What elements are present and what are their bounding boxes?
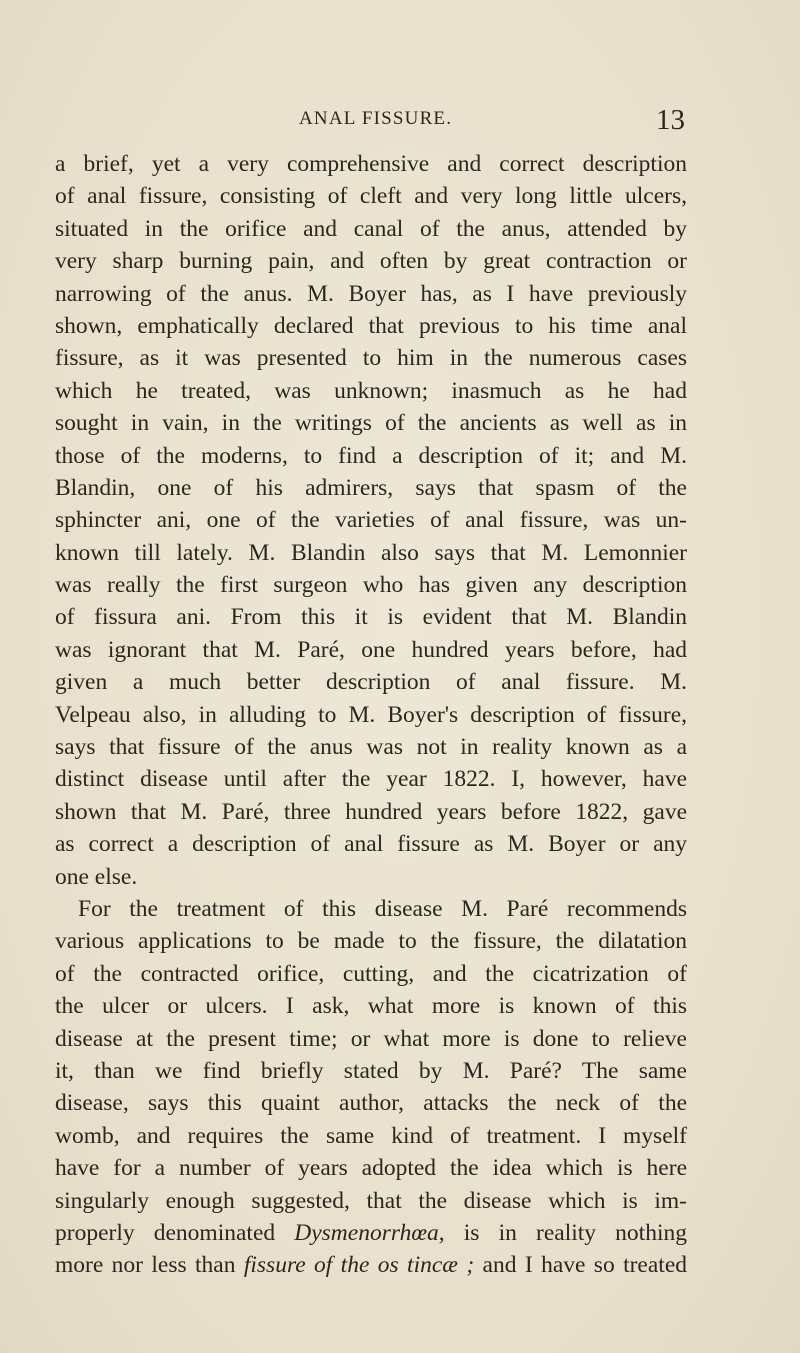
text-line: sought in vain, in the writings of the ancients as well as in [55,410,687,437]
text-line: known till lately. M. Blandin also says that M. Lemonnier [55,539,687,566]
body-text [55,148,687,1282]
text-line: was really the first surgeon who has given any description [55,572,687,599]
text-line: Velpeau also, in alluding to M. Boyer's description of fissure, [55,701,687,728]
running-head: ANAL FISSURE. [299,108,453,129]
text-line: shown that M. Paré, three hundred years before 1822, gave [55,798,687,825]
text-line: singularly enough suggested, that the disease which is im- [55,1187,687,1214]
text-line: those of the moderns, to find a description of it; and M. [55,442,687,469]
text-line: says that fissure of the anus was not in reality known as a [55,734,687,761]
paragraph-end-line: one else. [55,863,138,890]
text-line: of fissura ani. From this it is evident that M. Blandin [55,604,687,631]
page-number: 13 [656,104,685,136]
text-segment: and I have so treated [474,1252,688,1279]
text-line: narrowing of the anus. M. Boyer has, as I have previously [55,280,687,307]
text-line: of the contracted orifice, cutting, and the cicatrization of [55,960,687,987]
text-line: shown, emphatically declared that previous to his time anal [55,312,687,339]
page-header [0,104,800,144]
text-line: sphincter ani, one of the varieties of anal fissure, was un- [55,507,687,534]
text-line: fissure, as it was presented to him in the numerous cases [55,345,687,372]
text-line: distinct disease until after the year 1822. I, however, have [55,766,687,793]
italic-term: Dysmenorrhœa [294,1219,439,1246]
text-segment: , is in reality nothing [438,1219,687,1246]
text-line [55,1249,687,1281]
text-line: was ignorant that M. Paré, one hundred years before, had [55,636,687,663]
text-line: Blandin, one of his admirers, says that spasm of the [55,474,687,501]
text-line: given a much better description of anal fissure. M. [55,669,687,696]
text-line: a brief, yet a very comprehensive and correct description [55,151,687,177]
text-line: as correct a description of anal fissure as M. Boyer or any [55,831,687,858]
text-line: womb, and requires the same kind of treatment. I myself [55,1122,687,1149]
text-segment: more nor less than [55,1252,244,1279]
text-line: it, than we find briefly stated by M. Paré? The same [55,1057,687,1084]
paragraph-start-line: For the treatment of this disease M. Paré recommends [78,895,687,922]
italic-term: fissure of the os tincæ ; [243,1252,475,1279]
text-line: of anal fissure, consisting of cleft and very long little ulcers, [55,183,687,210]
text-line: disease at the present time; or what more is done to relieve [55,1025,687,1052]
text-line: situated in the orifice and canal of the anus, attended by [55,215,687,242]
text-segment: properly denominated [55,1219,295,1246]
text-line: disease, says this quaint author, attacks the neck of the [55,1090,687,1117]
text-line [55,1217,687,1249]
text-line: have for a number of years adopted the idea which is here [55,1155,687,1182]
text-line: very sharp burning pain, and often by great contraction or [55,248,687,275]
text-line: various applications to be made to the fissure, the dilatation [55,928,687,955]
text-line: the ulcer or ulcers. I ask, what more is known of this [55,993,687,1020]
text-line: which he treated, was unknown; inasmuch as he had [55,377,687,404]
